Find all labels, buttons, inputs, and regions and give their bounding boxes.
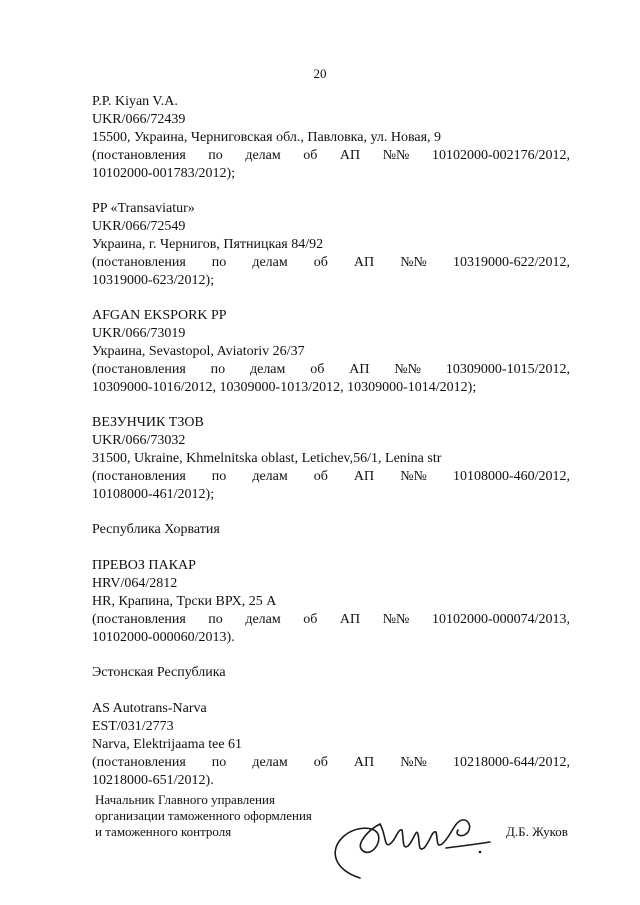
case-line: (постановления по делам об АП №№ 10102000-002176/2012, [92,148,570,163]
carrier-code: UKR/066/72549 [92,219,186,234]
carrier-list [92,93,570,807]
carrier-code: UKR/066/73019 [92,326,186,341]
carrier-address: Украина, г. Чернигов, Пятницкая 84/92 [92,237,324,252]
carrier-entry-4 [92,414,570,504]
signer-name: Д.Б. Жуков [506,824,568,839]
carrier-code: HRV/064/2812 [92,576,178,591]
carrier-address: Narva, Elektrijaama tee 61 [92,737,243,752]
country-heading-croatia: Республика Хорватия [92,522,220,537]
handwritten-signature [322,800,502,882]
case-line: (постановления по делам об АП №№ 10108000-460/2012, [92,469,570,484]
carrier-name: P.P. Kiyan V.A. [92,94,178,109]
carrier-entry-2 [92,200,570,290]
case-numbers: 10319000-623/2012); [92,273,215,288]
case-line: (постановления по делам об АП №№ 10319000-622/2012, [92,255,570,270]
country-heading-estonia: Эстонская Республика [92,665,226,680]
case-line: (постановления по делам об АП №№ 10309000-1015/2012, [92,362,570,377]
carrier-code: UKR/066/72439 [92,112,186,127]
carrier-entry-1 [92,93,570,183]
carrier-name: ВЕЗУНЧИК ТЗОВ [92,415,204,430]
case-line: (постановления по делам об АП №№ 10218000-644/2012, [92,755,570,770]
carrier-entry-estonia [92,700,570,790]
case-numbers: 10309000-1016/2012, 10309000-1013/2012, 10309000-1014/2012); [92,380,477,395]
carrier-code: UKR/066/73032 [92,433,186,448]
case-numbers: 10218000-651/2012). [92,773,214,788]
case-numbers: 10108000-461/2012); [92,487,215,502]
carrier-address: 31500, Ukraine, Khmelnitska oblast, Letichev,56/1, Lenina str [92,451,442,466]
carrier-entry-3 [92,307,570,397]
carrier-address: 15500, Украина, Черниговская обл., Павловка, ул. Новая, 9 [92,130,442,145]
case-numbers: 10102000-000060/2013). [92,630,235,645]
carrier-entry-croatia [92,557,570,647]
carrier-name: ПРЕВОЗ ПАКАР [92,558,196,573]
carrier-address: HR, Крапина, Трски ВРХ, 25 А [92,594,277,609]
carrier-name: AFGAN EKSPORK PP [92,308,227,323]
page-number: 20 [313,66,327,81]
case-line: (постановления по делам об АП №№ 10102000-000074/2013, [92,612,570,627]
signatory-title: Начальник Главного управления организации таможенного оформления и таможенного контроля [95,792,312,839]
carrier-code: EST/031/2773 [92,719,174,734]
carrier-address: Украина, Sevastopol, Aviatoriv 26/37 [92,344,305,359]
case-numbers: 10102000-001783/2012); [92,166,236,181]
carrier-name: AS Autotrans-Narva [92,701,207,716]
carrier-name: PP «Transaviatur» [92,201,195,216]
